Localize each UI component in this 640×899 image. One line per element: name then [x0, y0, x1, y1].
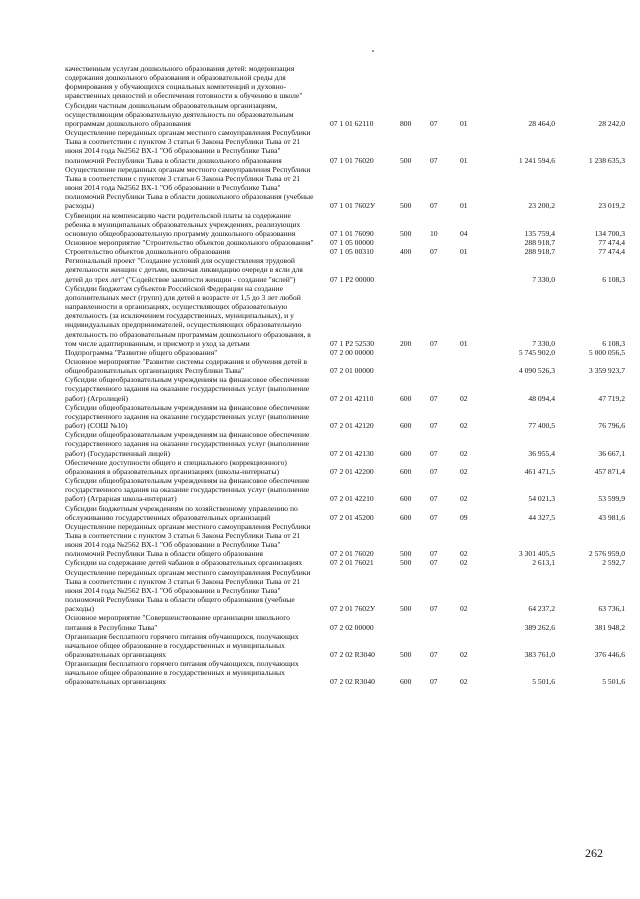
row-amount-year2: 76 796,6 [598, 421, 625, 431]
table-row [65, 238, 625, 247]
row-expense-type: 500 [400, 155, 412, 165]
row-name: Обеспечение доступности общего и специального (коррекционного) образования в образовательных организациях (школы-интернаты) [65, 457, 287, 476]
row-name: Основное мероприятие "Совершенствование организации школьного питания в Республике Тыва" [65, 613, 290, 632]
row-section: 07 [430, 421, 438, 431]
row-section: 07 [430, 448, 438, 458]
row-name: Строительство объектов дошкольного образования [65, 247, 231, 257]
row-amount-year2: 63 736,1 [598, 604, 625, 614]
row-expense-type: 800 [400, 118, 412, 128]
row-section: 07 [430, 201, 438, 211]
row-amount-year2: 457 871,4 [594, 466, 625, 476]
row-code: 07 2 02 00000 [330, 622, 374, 632]
row-code: 07 2 01 76020 [330, 549, 374, 559]
row-amount-year1: 389 262,6 [524, 622, 555, 632]
row-amount-year1: 5 745 902,0 [518, 347, 555, 357]
row-subsection: 02 [460, 549, 468, 559]
row-name: Осуществление переданных органам местного самоуправления Республики Тыва в соответствии с пунктом 3 статьи 6 Закона Республики Тыва от 21 июня 2014 года №2562 ВХ-1 "Об образовании в Республике Тыва" полномочий Республики Тыва в области дошкольного образования [65, 128, 311, 165]
row-section: 07 [430, 466, 438, 476]
row-amount-year2: 376 446,6 [594, 650, 625, 659]
row-subsection: 01 [460, 118, 468, 128]
row-amount-year2: 5 501,6 [602, 677, 625, 687]
row-section: 07 [430, 650, 438, 659]
row-name: Региональный проект "Создание условий для осуществления трудовой деятельности женщин с детьми, включая ликвидацию очереди в ясли для детей до трех лет" ("Содействие занятости женщин - создание "яслей") [65, 256, 303, 284]
row-section: 07 [430, 512, 438, 522]
row-code: 07 2 01 76021 [330, 558, 374, 568]
row-name: Субсидии частным дошкольным образовательным организациям, осуществляющим образовательную деятельность по образовательным программам дошкольного образования [65, 100, 294, 128]
row-subsection: 01 [460, 201, 468, 211]
row-amount-year2: 6 108,3 [602, 338, 625, 348]
row-expense-type: 600 [400, 494, 412, 504]
table-row [65, 357, 625, 375]
row-expense-type: 600 [400, 466, 412, 476]
row-code: 07 2 01 42110 [330, 393, 374, 403]
row-amount-year1: 7 330,0 [532, 274, 555, 284]
row-expense-type: 600 [400, 512, 412, 522]
row-name: Организация бесплатного горячего питания обучающихся, получающих начальное общее образование в государственных и муниципальных образовательных организациях [65, 631, 299, 659]
row-amount-year1: 5 501,6 [532, 677, 555, 687]
table-row [65, 568, 625, 614]
table-row [65, 128, 625, 165]
row-code: 07 1 01 76020 [330, 155, 374, 165]
table-row [65, 632, 625, 659]
row-code: 07 2 01 42130 [330, 448, 374, 458]
row-subsection: 02 [460, 421, 468, 431]
row-code: 07 2 01 42210 [330, 494, 374, 504]
row-amount-year1: 383 761,0 [524, 650, 555, 659]
row-amount-year1: 28 464,0 [528, 118, 555, 128]
scan-dot [372, 50, 374, 52]
row-amount-year1: 36 955,4 [528, 448, 555, 458]
row-subsection: 02 [460, 604, 468, 614]
row-amount-year1: 48 094,4 [528, 393, 555, 403]
row-section: 07 [430, 118, 438, 128]
row-amount-year2: 77 474,4 [598, 237, 625, 247]
row-code: 07 1 01 7602У [330, 201, 376, 211]
row-amount-year1: 288 918,7 [524, 237, 555, 247]
row-amount-year1: 461 471,5 [524, 466, 555, 476]
page-number: 262 [585, 846, 603, 860]
row-subsection: 01 [460, 338, 468, 348]
row-section: 07 [430, 393, 438, 403]
row-expense-type: 500 [400, 558, 412, 568]
row-name: Осуществление переданных органам местного самоуправления Республики Тыва в соответствии с пунктом 3 статьи 6 Закона Республики Тыва от 21 июня 2014 года №2562 ВХ-1 "Об образовании в Республике Тыва" полномочий Республики Тыва в области общего образования (учебные расходы) [65, 567, 311, 614]
table-row [65, 101, 625, 128]
row-name: Основное мероприятие "Развитие системы содержания и обучения детей в общеобразовательных организациях Республики Тыва" [65, 357, 308, 376]
row-amount-year1: 54 021,3 [528, 494, 555, 504]
row-section: 07 [430, 494, 438, 504]
row-amount-year2: 2 592,7 [602, 558, 625, 568]
row-amount-year2: 47 719,2 [598, 393, 625, 403]
row-name: Организация бесплатного горячего питания обучающихся, получающих начальное общее образование в государственных и муниципальных образовательных организациях [65, 659, 299, 687]
row-expense-type: 500 [400, 549, 412, 559]
table-row [65, 165, 625, 211]
row-section: 07 [430, 604, 438, 614]
row-section: 07 [430, 155, 438, 165]
row-expense-type: 600 [400, 421, 412, 431]
row-expense-type: 400 [400, 247, 412, 257]
row-amount-year2: 1 238 635,3 [588, 155, 625, 165]
row-subsection: 01 [460, 155, 468, 165]
row-section: 07 [430, 247, 438, 257]
table-row [65, 430, 625, 457]
row-subsection: 02 [460, 448, 468, 458]
row-code: 07 2 02 R3040 [330, 650, 375, 659]
row-name: Осуществление переданных органам местного самоуправления Республики Тыва в соответствии с пунктом 3 статьи 6 Закона Республики Тыва от 21 июня 2014 года №2562 ВХ-1 "Об образовании в Республике Тыва" полномочий Республики Тыва в области общего образования [65, 521, 311, 559]
row-expense-type: 500 [400, 650, 412, 659]
row-amount-year2: 5 000 056,5 [588, 347, 625, 357]
row-amount-year2: 77 474,4 [598, 247, 625, 257]
row-subsection: 04 [460, 228, 468, 238]
row-amount-year1: 2 613,1 [532, 558, 555, 568]
row-amount-year2: 134 700,3 [594, 228, 625, 238]
row-expense-type: 600 [400, 677, 412, 687]
row-code: 07 2 01 7602У [330, 604, 376, 614]
table-row [65, 504, 625, 522]
row-name: Субсидии общеобразовательным учреждениям на финансовое обеспечение государственного задания на оказание государственных услуг (выполнение работ) (Агролицей) [65, 375, 310, 403]
row-subsection: 02 [460, 466, 468, 476]
row-subsection: 02 [460, 650, 468, 659]
row-code: 07 1 05 00000 [330, 237, 374, 247]
table-row [65, 64, 625, 101]
row-code: 07 2 01 00000 [330, 366, 374, 376]
row-name: Субсидии общеобразовательным учреждениям на финансовое обеспечение государственного задания на оказание государственных услуг (выполнение работ) (Аграрная школа-интернат) [65, 476, 310, 504]
row-expense-type: 500 [400, 604, 412, 614]
row-code: 07 1 P2 00000 [330, 274, 375, 284]
row-amount-year2: 36 667,1 [598, 448, 625, 458]
row-expense-type: 200 [400, 338, 412, 348]
row-name: Осуществление переданных органам местного самоуправления Республики Тыва в соответствии с пунктом 3 статьи 6 Закона Республики Тыва от 21 июня 2014 года №2562 ВХ-1 "Об образовании в Республике Тыва" полномочий Республики Тыва в области дошкольного образования (учебные расходы) [65, 164, 314, 211]
table-row [65, 476, 625, 503]
row-subsection: 01 [460, 247, 468, 257]
table-row [65, 284, 625, 348]
row-amount-year2: 381 948,2 [594, 622, 625, 632]
row-name: Подпрограмма "Развитие общего образования" [65, 347, 218, 357]
row-expense-type: 500 [400, 201, 412, 211]
row-code: 07 2 01 42120 [330, 421, 374, 431]
budget-table [65, 64, 625, 687]
row-subsection: 02 [460, 677, 468, 687]
row-amount-year1: 64 237,2 [528, 604, 555, 614]
row-amount-year2: 43 981,6 [598, 512, 625, 522]
row-amount-year1: 135 759,4 [524, 228, 555, 238]
row-code: 07 2 02 R3040 [330, 677, 375, 687]
row-name: Субсидии общеобразовательным учреждениям на финансовое обеспечение государственного задания на оказание государственных услуг (выполнение работ) (Государственный лицей) [65, 430, 310, 458]
table-row [65, 211, 625, 238]
table-row [65, 403, 625, 430]
row-amount-year1: 1 241 594,6 [518, 155, 555, 165]
row-name: качественным услугам дошкольного образования детей: модернизация содержания дошкольного образования и образовательной среды для формирования у обучающихся социальных компетенций и духовно-нравственных ценностей и обеспечения готовности к обучению в школе" [65, 64, 303, 101]
table-row [65, 613, 625, 631]
table-row [65, 348, 625, 357]
row-amount-year2: 6 108,3 [602, 274, 625, 284]
table-row [65, 375, 625, 402]
row-section: 07 [430, 338, 438, 348]
row-amount-year2: 3 359 923,7 [588, 366, 625, 376]
row-section: 07 [430, 549, 438, 559]
row-code: 07 2 01 42200 [330, 466, 374, 476]
row-amount-year1: 77 400,5 [528, 421, 555, 431]
row-expense-type: 500 [400, 228, 412, 238]
row-code: 07 1 01 62110 [330, 118, 374, 128]
row-amount-year1: 3 301 405,5 [518, 549, 555, 559]
table-row [65, 458, 625, 476]
row-amount-year2: 2 576 959,0 [588, 549, 625, 559]
row-code: 07 1 P2 52530 [330, 338, 375, 348]
row-name: Субсидии бюджетам субъектов Российской Федерации на создание дополнительных мест (групп) для детей в возрасте от 1,5 до 3 лет любой направленности в организациях, осуществляющих образовательную деятельность (за исключением государственных, муниципальных), и у индивидуальных предпринимателей, осуществляющих образовательную деятельность по образовательным программам дошкольного образования, в том числе адаптированным, и присмотр и уход за детьми [65, 283, 311, 348]
row-name: Субсидии бюджетным учреждениям по хозяйственному управлению по обслуживанию государственных образовательных организаций [65, 503, 298, 522]
row-section: 07 [430, 558, 438, 568]
row-amount-year1: 7 330,0 [532, 338, 555, 348]
row-code: 07 1 05 00310 [330, 247, 374, 257]
row-amount-year1: 4 090 526,3 [518, 366, 555, 376]
row-code: 07 2 00 00000 [330, 347, 374, 357]
row-section: 10 [430, 228, 438, 238]
row-amount-year2: 28 242,0 [598, 118, 625, 128]
table-row [65, 558, 625, 567]
row-expense-type: 600 [400, 393, 412, 403]
row-amount-year1: 288 918,7 [524, 247, 555, 257]
row-code: 07 2 01 45200 [330, 512, 374, 522]
row-section: 07 [430, 677, 438, 687]
table-row [65, 522, 625, 559]
table-row [65, 247, 625, 256]
row-code: 07 1 01 76090 [330, 228, 374, 238]
row-subsection: 02 [460, 393, 468, 403]
row-name: Основное мероприятие "Строительство объектов дошкольного образования" [65, 237, 314, 247]
row-name: Субвенции на компенсацию части родительской платы за содержание ребенка в муниципальных образовательных учреждениях, реализующих основную общеобразовательную программу дошкольного образования [65, 210, 301, 238]
table-row [65, 659, 625, 686]
row-name: Субсидии общеобразовательным учреждениям на финансовое обеспечение государственного задания на оказание государственных услуг (выполнение работ) (СОШ №10) [65, 402, 310, 431]
row-amount-year2: 53 599,9 [598, 494, 625, 504]
table-row [65, 256, 625, 283]
row-subsection: 09 [460, 512, 468, 522]
row-amount-year1: 23 200,2 [528, 201, 555, 211]
row-amount-year2: 23 019,2 [598, 201, 625, 211]
row-name: Субсидии на содержание детей чабанов в образовательных организациях [65, 558, 303, 568]
row-subsection: 02 [460, 558, 468, 568]
row-amount-year1: 44 327,5 [528, 512, 555, 522]
row-expense-type: 600 [400, 448, 412, 458]
row-subsection: 02 [460, 494, 468, 504]
